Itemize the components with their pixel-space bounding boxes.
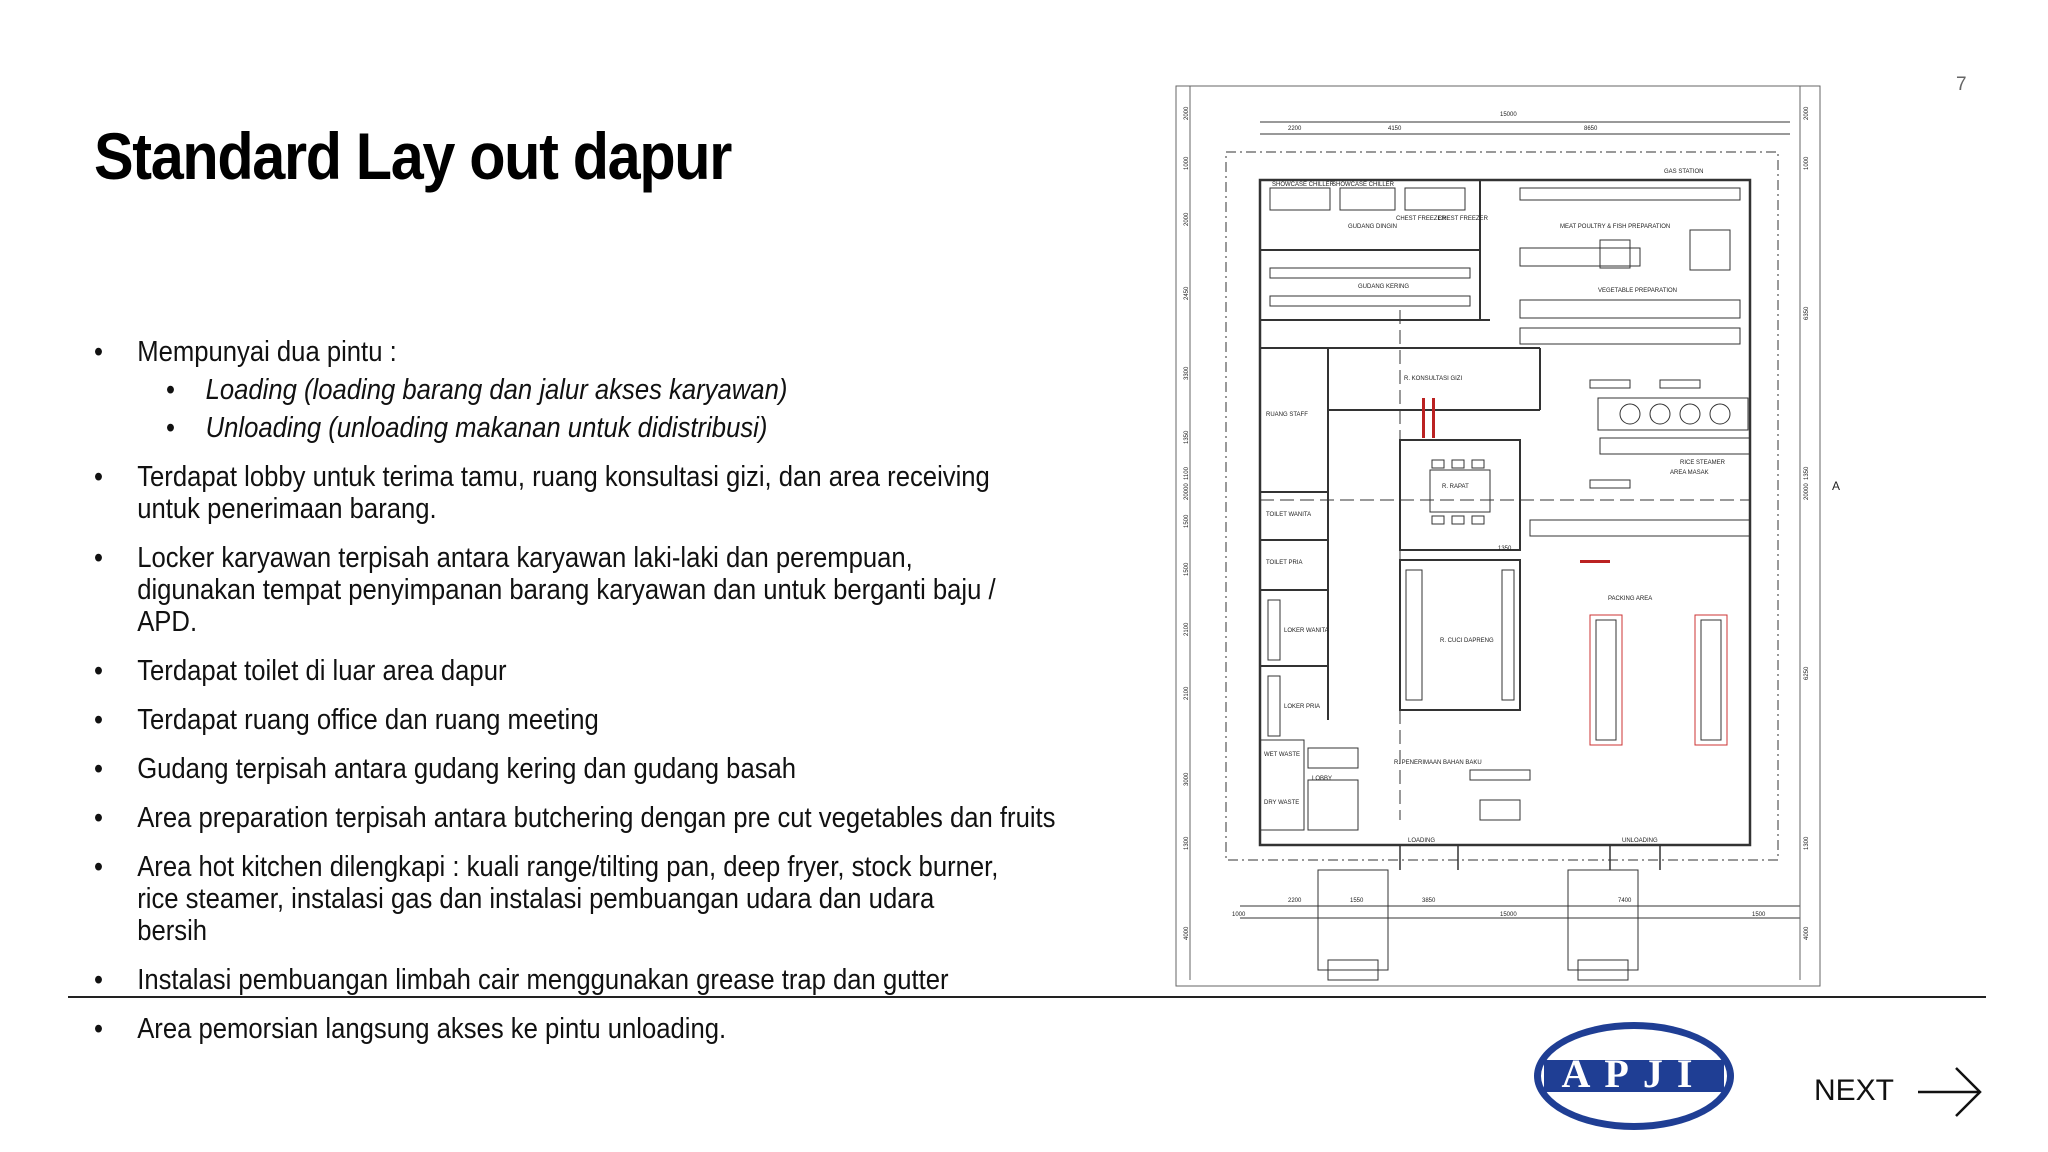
bullet-item — [94, 655, 1217, 687]
label-r-penerimaan: R. PENERIMAAN BAHAN BAKU — [1394, 760, 1482, 766]
label-gudang-dingin: GUDANG DINGIN — [1348, 224, 1398, 230]
dim-left-total: 20000 — [1184, 483, 1190, 500]
sub-bullet-text: Unloading (unloading makanan untuk didistribusi) — [205, 412, 768, 444]
bullet-text: Terdapat toilet di luar area dapur — [137, 655, 507, 687]
next-label: NEXT — [1814, 1074, 1895, 1107]
dim-right-6: 1300 — [1804, 836, 1810, 850]
bullet-symbol: • — [94, 461, 103, 493]
bullet-symbol: • — [166, 412, 175, 444]
bullet-text: Area preparation terpisah antara butchering dengan pre cut vegetables dan fruits — [137, 802, 1056, 834]
bullet-symbol: • — [94, 1013, 103, 1045]
bullet-item — [94, 802, 1217, 834]
bullet-item — [94, 704, 1217, 736]
dim-left-1: 2000 — [1184, 106, 1190, 120]
bullet-list — [94, 336, 1174, 1062]
label-veg-prep: VEGETABLE PREPARATION — [1598, 288, 1678, 294]
bullet-text: Instalasi pembuangan limbah cair menggunakan grease trap dan gutter — [137, 964, 949, 996]
bullet-item — [94, 542, 1217, 638]
bullet-symbol: • — [94, 336, 103, 368]
label-loading: LOADING — [1408, 838, 1436, 844]
bullet-text: Terdapat ruang office dan ruang meeting — [137, 704, 599, 736]
label-loker-wanita: LOKER WANITA — [1284, 628, 1329, 634]
label-rice-steamer: RICE STEAMER — [1680, 460, 1726, 466]
slide-title: Standard Lay out dapur — [94, 119, 731, 193]
dim-left-5: 3300 — [1184, 366, 1190, 380]
bullet-symbol: • — [94, 802, 103, 834]
bullet-text: Area hot kitchen dilengkapi : kuali range/tilting pan, deep fryer, stock burner, rice steamer, instalasi gas dan instalasi pembuangan udara dan udara bersih — [137, 851, 999, 947]
dim-bottom-b: 1550 — [1350, 898, 1364, 904]
arrow-right-icon — [1916, 1064, 1986, 1120]
dim-left-12: 3000 — [1184, 772, 1190, 786]
label-unloading: UNLOADING — [1622, 838, 1658, 844]
sub-bullet-list — [94, 374, 1217, 444]
label-freezer-1: CHEST FREEZER — [1396, 216, 1446, 222]
dim-left-7: 1100 — [1184, 467, 1190, 480]
bullet-symbol: • — [94, 851, 103, 883]
dim-bottom-right: 1500 — [1752, 912, 1766, 918]
bullet-item — [94, 851, 1217, 947]
bullet-item — [94, 336, 1217, 444]
label-r-rapat: R. RAPAT — [1442, 484, 1469, 490]
label-toilet-pria: TOILET PRIA — [1266, 560, 1303, 566]
bullet-symbol: • — [166, 374, 175, 406]
bullet-item — [94, 964, 1217, 996]
label-toilet-wanita: TOILET WANITA — [1266, 512, 1312, 518]
apji-logo — [1530, 1018, 1738, 1134]
dim-bottom-d: 7400 — [1618, 898, 1632, 904]
label-ruang-staff: RUANG STAFF — [1266, 412, 1308, 418]
label-freezer-2: CHEST FREEZER — [1438, 216, 1488, 222]
bullet-text: Terdapat lobby untuk terima tamu, ruang konsultasi gizi, dan area receiving untuk penerimaan barang. — [137, 461, 990, 525]
sub-bullet-item — [166, 374, 1217, 406]
logo-text: APJI — [1561, 1051, 1707, 1096]
label-meat-prep: MEAT POULTRY & FISH PREPARATION — [1560, 224, 1671, 230]
dim-left-6: 1350 — [1184, 430, 1190, 444]
bullet-item — [94, 753, 1217, 785]
label-r-konsultasi: R. KONSULTASI GIZI — [1404, 376, 1463, 382]
label-chiller-2: SHOWCASE CHILLER — [1332, 182, 1395, 188]
dim-bottom-left: 1000 — [1232, 912, 1246, 918]
dim-top-c: 8650 — [1584, 126, 1598, 132]
label-lobby: LOBBY — [1312, 776, 1333, 782]
dim-left-2: 1000 — [1184, 156, 1190, 170]
bullet-text: Gudang terpisah antara gudang kering dan gudang basah — [137, 753, 797, 785]
dim-left-9: 1500 — [1184, 562, 1190, 576]
label-section-mark: A — [1832, 479, 1840, 493]
dim-right-4: 1350 — [1804, 466, 1810, 480]
dim-left-3: 2000 — [1184, 212, 1190, 226]
bullet-text: Locker karyawan terpisah antara karyawan laki-laki dan perempuan, digunakan tempat penyimpanan barang karyawan dan untuk berganti baju / APD. — [137, 542, 996, 638]
dim-left-13: 1300 — [1184, 836, 1190, 850]
bullet-symbol: • — [94, 753, 103, 785]
dim-bottom-c: 3850 — [1422, 898, 1436, 904]
dim-right-total: 20000 — [1804, 483, 1810, 500]
label-gudang-kering: GUDANG KERING — [1358, 284, 1410, 290]
label-wet-waste: WET WASTE — [1264, 752, 1300, 758]
kitchen-floor-plan — [1160, 80, 1840, 992]
dim-right-5: 6250 — [1804, 666, 1810, 680]
label-area-masak: AREA MASAK — [1670, 470, 1709, 476]
label-loker-pria: LOKER PRIA — [1284, 704, 1321, 710]
dim-top-b: 4150 — [1388, 126, 1402, 132]
bullet-symbol: • — [94, 542, 103, 574]
dim-right-2: 1000 — [1804, 156, 1810, 170]
bullet-symbol: • — [94, 964, 103, 996]
sub-bullet-item — [166, 412, 1217, 444]
bullet-text: Mempunyai dua pintu : — [137, 336, 397, 368]
dim-mid: 1350 — [1498, 546, 1512, 552]
label-packing: PACKING AREA — [1608, 596, 1653, 602]
dim-top-a: 2200 — [1288, 126, 1302, 132]
bullet-item — [94, 461, 1217, 525]
dim-left-11: 2100 — [1184, 686, 1190, 700]
dim-bottom-total: 15000 — [1500, 912, 1517, 918]
bullet-item — [94, 1013, 1217, 1045]
dim-left-10: 2100 — [1184, 622, 1190, 636]
dim-right-1: 2000 — [1804, 106, 1810, 120]
page-number: 7 — [1956, 74, 1967, 95]
dim-left-4: 2450 — [1184, 286, 1190, 300]
bullet-text: Area pemorsian langsung akses ke pintu unloading. — [137, 1013, 727, 1045]
footer-divider — [68, 996, 1986, 998]
label-dry-waste: DRY WASTE — [1264, 800, 1300, 806]
bullet-symbol: • — [94, 704, 103, 736]
sub-bullet-text: Loading (loading barang dan jalur akses karyawan) — [205, 374, 788, 406]
label-r-cuci: R. CUCI DAPRENG — [1440, 638, 1494, 644]
label-chiller-1: SHOWCASE CHILLER — [1272, 182, 1335, 188]
dim-left-8: 1500 — [1184, 514, 1190, 528]
dim-right-3: 6350 — [1804, 306, 1810, 320]
dim-top-total: 15000 — [1500, 112, 1517, 118]
bullet-symbol: • — [94, 655, 103, 687]
next-button[interactable] — [1814, 1064, 1990, 1120]
label-gas-station: GAS STATION — [1664, 169, 1704, 175]
dim-right-7: 4000 — [1804, 926, 1810, 940]
dim-bottom-a: 2200 — [1288, 898, 1302, 904]
dim-left-14: 4000 — [1184, 926, 1190, 940]
